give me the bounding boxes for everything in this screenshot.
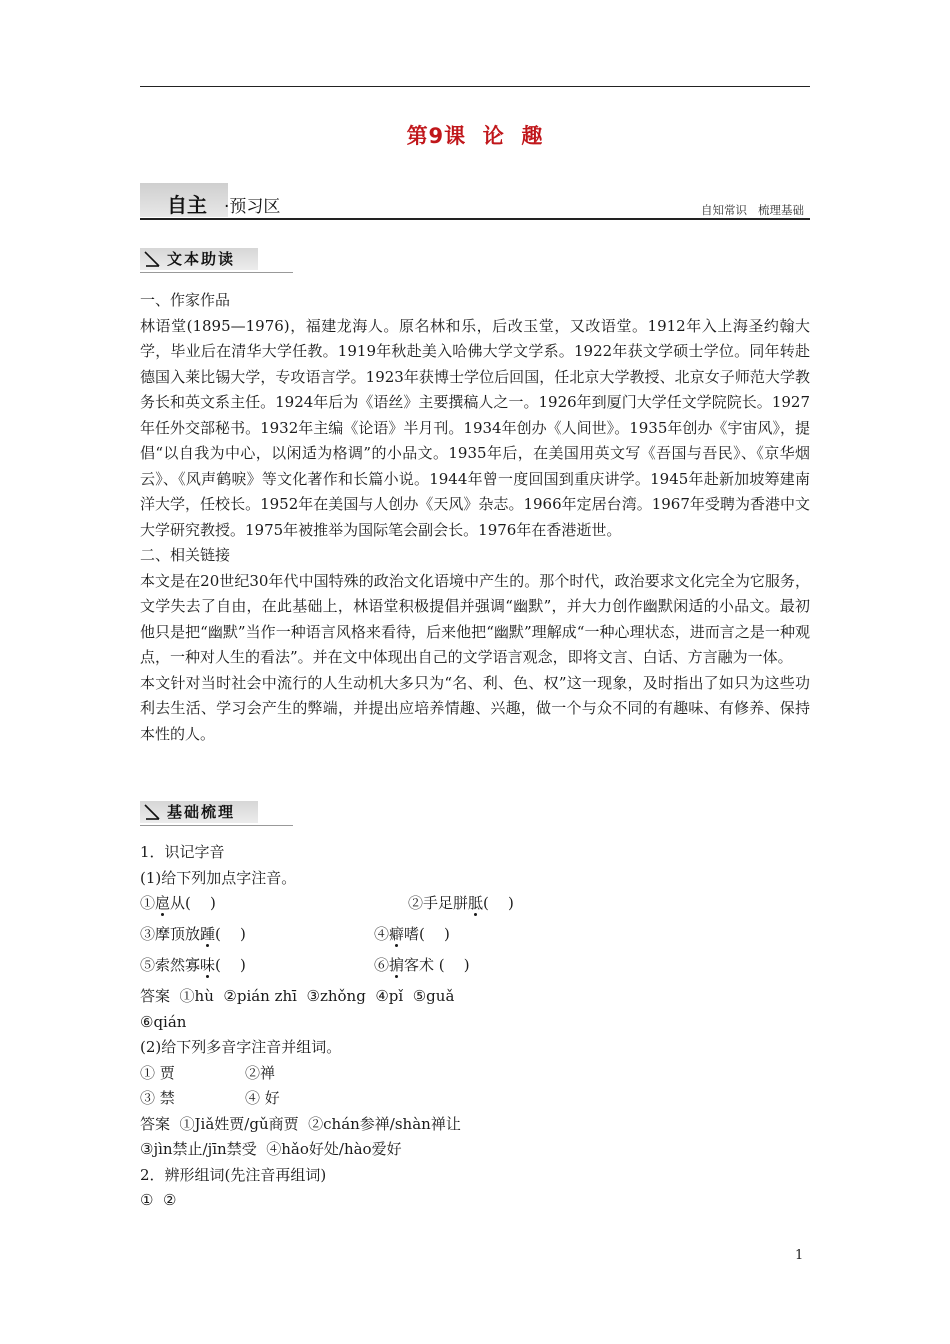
basics-body — [140, 840, 810, 1214]
pinyin-row-3 — [140, 953, 810, 984]
item-1-heading: 1．识记字音 — [140, 843, 225, 861]
polyphone-row-2 — [140, 1086, 810, 1112]
section-label-main: 自主 — [167, 193, 207, 217]
polyphone-item-1: ① 贾 — [140, 1063, 175, 1082]
subheading-rule — [140, 825, 293, 826]
text-guide-body — [140, 288, 810, 747]
links-heading: 二、相关链接 — [140, 546, 231, 564]
item-2-heading: 2．辨形组词(先注音再组词) — [140, 1165, 327, 1184]
pinyin-item-6: ⑥掮客术 ( ) — [374, 956, 470, 974]
question-2: (2)给下列多音字注音并组词。 — [140, 1038, 342, 1056]
slash-icon — [144, 251, 160, 267]
polyphone-item-4: ④ 好 — [245, 1089, 280, 1107]
pinyin-item-5: ⑤索然寡味( ) — [140, 956, 246, 974]
subheading-label: 基础梳理 — [167, 803, 236, 821]
answer-2-cont: ③jìn禁止/jīn禁受 ④hǎo好处/hào爱好 — [140, 1140, 402, 1158]
polyphone-item-2: ②禅 — [245, 1063, 276, 1082]
section-label-sub: ·预习区 — [224, 197, 281, 217]
pinyin-item-3: ③摩顶放踵( ) — [140, 925, 246, 943]
pinyin-item-4: ④癖嗜( ) — [374, 925, 450, 943]
polyphone-row-1 — [140, 1061, 810, 1087]
subheading-rule — [140, 272, 293, 273]
subheading-text-guide — [140, 246, 293, 274]
lesson-title: 第9课 论 趣 — [406, 124, 544, 148]
page-number: 1 — [795, 1248, 804, 1263]
answer-1-cont: ⑥qián — [140, 1012, 187, 1031]
section-right-caption: 自知常识 梳理基础 — [701, 203, 804, 217]
section-header — [140, 183, 810, 221]
pinyin-item-1: ①扈从( ) — [140, 894, 216, 912]
pinyin-item-2: ②手足胼胝( ) — [408, 894, 514, 912]
item-2-row: ① ② — [140, 1191, 177, 1209]
answer-1: 答案 ①hù ②pián zhī ③zhǒng ④pǐ ⑤guǎ — [140, 987, 455, 1005]
question-1: (1)给下列加点字注音。 — [140, 868, 297, 887]
subheading-basics — [140, 799, 293, 827]
pinyin-row-1 — [140, 891, 810, 922]
pinyin-row-2 — [140, 922, 810, 953]
links-paragraph-2: 本文针对当时社会中流行的人生动机大多只为“名、利、色、权”这一现象，及时指出了如只为这些功利去生活、学习会产生的弊端，并提出应培养情趣、兴趣，做一个与众不同的有趣味、有修养、保持本性的人。 — [140, 673, 810, 743]
polyphone-item-3: ③ 禁 — [140, 1089, 175, 1107]
header-rule — [140, 86, 810, 87]
subheading-label: 文本助读 — [167, 250, 236, 268]
answer-2: 答案 ①Jiǎ姓贾/gǔ商贾 ②chán参禅/shàn禅让 — [140, 1114, 461, 1133]
author-heading: 一、作家作品 — [140, 291, 231, 309]
links-paragraph-1: 本文是在20世纪30年代中国特殊的政治文化语境中产生的。那个时代，政治要求文化完全为它服务，文学失去了自由，在此基础上，林语堂积极提倡并强调“幽默”，并大力创作幽默闲适的小品文。最初他只是把“幽默”当作一种语言风格来看待，后来他把“幽默”理解成“一种心理状态，进而言之是一种观点，一种对人生的看法”。并在文中体现出自己的文学语言观念，即将文言、白话、方言融为一体。 — [140, 571, 810, 666]
slash-icon — [144, 804, 160, 820]
author-paragraph: 林语堂(1895—1976)，福建龙海人。原名林和乐，后改玉堂，又改语堂。1912年入上海圣约翰大学，毕业后在清华大学任教。1919年秋赴美入哈佛大学文学系。1922年获文学硕士学位。同年转赴德国入莱比锡大学，专攻语言学。1923年获博士学位后回国，任北京大学教授、北京女子师范大学教务长和英文系主任。1924年后为《语丝》主要撰稿人之一。1926年到厦门大学任文学院院长。1927年任外交部秘书。1932年主编《论语》半月刊。1934年创办《人间世》。1935年创办《宇宙风》，提倡“以自我为中心，以闲适为格调”的小品文。1935年后，在美国用英文写《吾国与吾民》、《京华烟云》、《风声鹤唳》等文化著作和长篇小说。1944年曾一度回国到重庆讲学。1945年赴新加坡筹建南洋大学，任校长。1952年在美国与人创办《天风》杂志。1966年定居台湾。1967年受聘为香港中文大学研究教授。1975年被推举为国际笔会副会长。1976年在香港逝世。 — [140, 316, 810, 539]
section-rule — [140, 218, 810, 220]
